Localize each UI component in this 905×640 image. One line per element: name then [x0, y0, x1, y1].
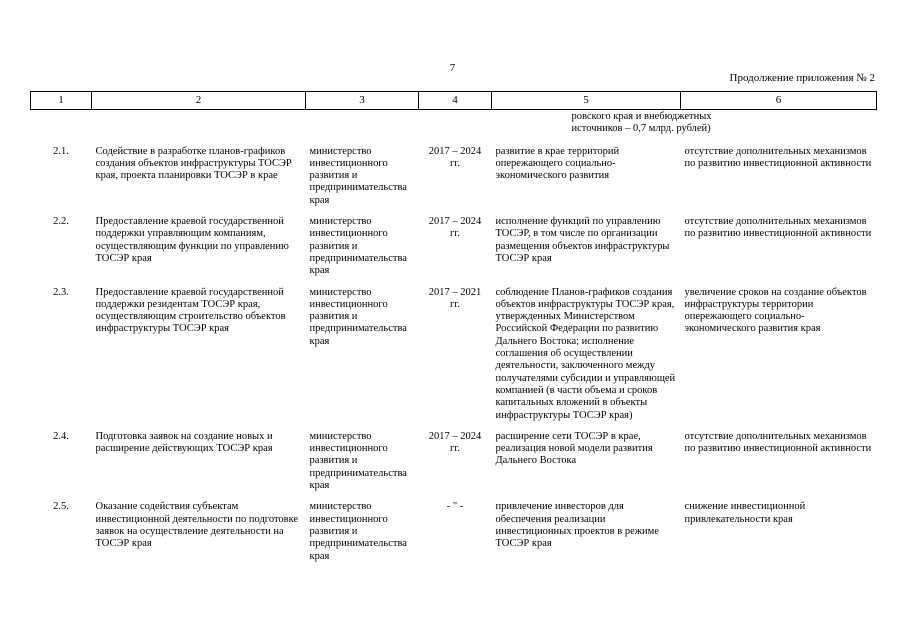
- row-result: соблюдение Планов-графиков создания объектов инфраструктуры ТОСЭР края, утвержденных Министерством Российской Федерации по развитию Дальнего Востока; исполнение соглашения об осуществлении деятельности, заключенного между получателями субсидии и управляющей компанией (в части объема и сроков капитальных вложений в объекты инфраструктуры ТОСЭР края): [495, 286, 676, 421]
- row-risk: отсутствие дополнительных механизмов по развитию инвестиционной активности: [684, 216, 872, 240]
- row-executor: министерство инвестиционного развития и предпринимательства края: [309, 430, 407, 492]
- row-period: 2017 – 2021 гг.: [428, 286, 482, 310]
- col-header-1: 1: [31, 92, 92, 110]
- row-period: 2017 – 2024 гг.: [428, 216, 482, 240]
- table-row: [31, 216, 877, 286]
- measures-table: [30, 91, 877, 572]
- page-number: 7: [449, 62, 456, 74]
- row-measure: Предоставление краевой государственной поддержки резидентам ТОСЭР края, осуществляющим строительство объектов инфраструктуры ТОСЭР края: [95, 286, 286, 335]
- row-risk: увеличение сроков на создание объектов инфраструктуры территории опережающего социально-экономического развития края: [684, 286, 867, 335]
- row-executor: министерство инвестиционного развития и предпринимательства края: [309, 501, 407, 562]
- row-risk: отсутствие дополнительных механизмов по развитию инвестиционной активности: [684, 430, 872, 455]
- col-header-6: 6: [681, 92, 877, 110]
- row-risk: отсутствие дополнительных механизмов по развитию инвестиционной активности: [684, 145, 872, 169]
- row-measure: Подготовка заявок на создание новых и расширение действующих ТОСЭР края: [95, 430, 273, 455]
- col-header-2: 2: [92, 92, 306, 110]
- row-result: развитие в крае территорий опережающего социально-экономического развития: [495, 145, 620, 182]
- col-header-4: 4: [419, 92, 492, 110]
- row-result: исполнение функций по управлению ТОСЭР, в том числе по организации размещения объектов инфраструктуры ТОСЭР края: [495, 216, 670, 264]
- table-row-continued: [31, 110, 877, 146]
- row-measure: Предоставление краевой государственной поддержки управляющим компаниям, осуществляющим функции по управлению ТОСЭР края: [95, 216, 289, 264]
- continued-text: ровского края и внебюджетных источников – 0,7 млрд. рублей): [571, 111, 712, 135]
- continuation-label: Продолжение приложения № 2: [729, 72, 875, 84]
- row-period: - " -: [446, 501, 464, 513]
- row-number: 2.3.: [53, 286, 69, 298]
- table-row: [31, 146, 877, 216]
- row-number: 2.2.: [53, 216, 69, 228]
- table-row: [31, 431, 877, 501]
- row-result: привлечение инвесторов для обеспечения реализации инвестиционных проектов в режиме ТОСЭР края: [495, 501, 659, 550]
- row-risk: снижение инвестиционной привлекательности края: [684, 501, 806, 525]
- row-number: 2.4.: [53, 430, 69, 442]
- row-measure: Содействие в разработке планов-графиков создания объектов инфраструктуры ТОСЭР края, проекта планировки ТОСЭР в крае: [95, 145, 292, 182]
- row-executor: министерство инвестиционного развития и предпринимательства края: [309, 145, 407, 206]
- row-period: 2017 – 2024 гг.: [428, 145, 482, 169]
- row-result: расширение сети ТОСЭР в крае, реализация новой модели развития Дальнего Востока: [495, 430, 653, 467]
- row-number: 2.1.: [53, 145, 69, 157]
- row-period: 2017 – 2024 гг.: [428, 430, 482, 455]
- row-executor: министерство инвестиционного развития и предпринимательства края: [309, 216, 407, 277]
- table-row: [31, 501, 877, 571]
- row-number: 2.5.: [53, 501, 69, 513]
- continued-result-cell: [492, 110, 877, 146]
- table-header-row: [31, 92, 877, 110]
- row-executor: министерство инвестиционного развития и предпринимательства края: [309, 286, 407, 347]
- row-measure: Оказание содействия субъектам инвестиционной деятельности по подготовке заявок на осуществление деятельности на ТОСЭР края: [95, 501, 299, 550]
- col-header-3: 3: [306, 92, 419, 110]
- table-row: [31, 287, 877, 431]
- col-header-5: 5: [492, 92, 681, 110]
